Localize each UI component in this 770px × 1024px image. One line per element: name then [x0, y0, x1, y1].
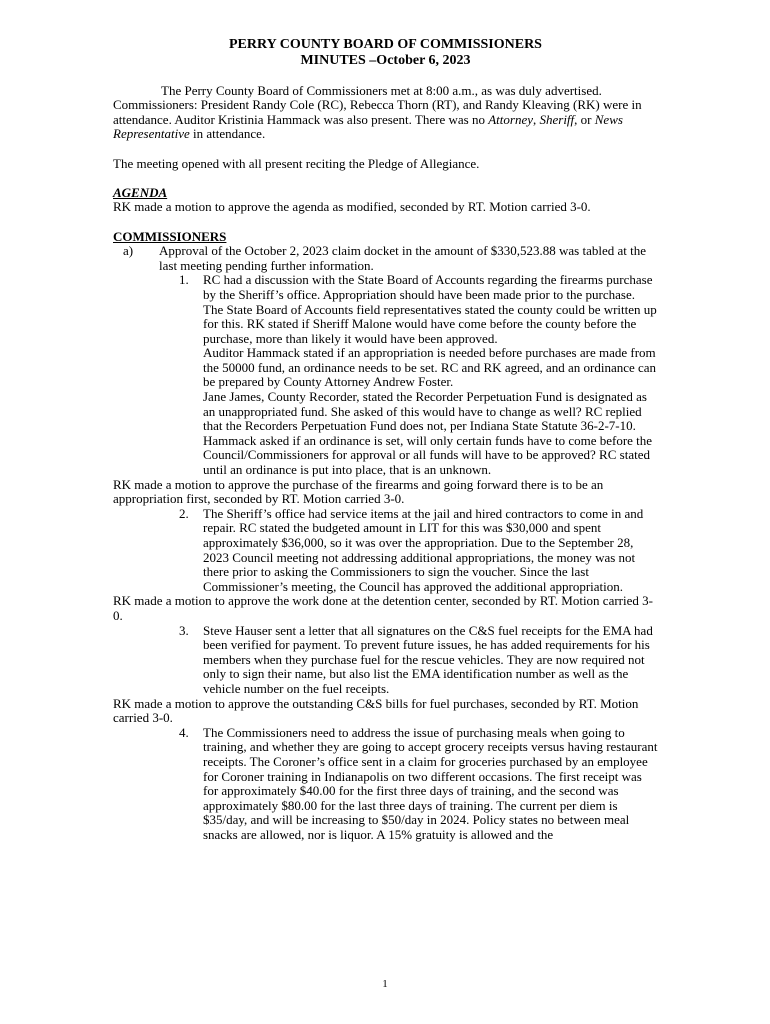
document-subtitle: MINUTES –October 6, 2023 — [300, 53, 471, 68]
document-title: PERRY COUNTY BOARD OF COMMISSIONERS — [229, 37, 542, 52]
sheriff-text: Sheriff — [539, 111, 575, 127]
list-item-text: Approval of the October 2, 2023 claim docket in the amount of $330,523.88 was tabled at the last meeting pending further information. — [159, 243, 647, 273]
commissioners-heading: COMMISSIONERS — [113, 228, 227, 244]
list-item-2 — [113, 507, 658, 595]
list-item-paragraph: Jane James, County Recorder, stated the Recorder Perpetuation Fund is designated as an unappropriated fund. She asked of this would have to change as well? RC replied that the Recorders Perpetuation Fund does not, per Indiana State Statute 36-2-7-10. Hammack asked if an ordinance is set, will only certain funds have to come before the Council/Commissioners for approval or all funds will have to be approved? RC stated until an ordinance is put into place, that is an unknown. — [203, 389, 653, 478]
intro-paragraph — [113, 84, 658, 142]
agenda-heading: AGENDA — [113, 184, 168, 200]
agenda-motion: RK made a motion to approve the agenda as modified, seconded by RT. Motion carried 3-0. — [113, 199, 591, 215]
page-number: 1 — [382, 978, 388, 990]
list-marker: 3. — [179, 622, 189, 638]
list-item-text: The Commissioners need to address the issue of purchasing meals when going to training, and whether they are going to accept grocery receipts versus having restaurant receipts. The Coroner’s office sent in a claim for groceries purchased by an employee for Coroner training in Indianapolis on two different occasions. The first receipt was for approximately $40.00 for the first three days of training, and the second was approximately $80.00 for the last three days of training. The current per diem is $35/day, and will be increasing to $50/day in 2024. Policy states no between meal snacks are allowed, nor is liquor. A 15% gratuity is allowed and the — [203, 724, 658, 842]
list-item-text: RC had a discussion with the State Board of Accounts regarding the firearms purchase by the Sheriff’s office. Appropriation should have been made prior to the purchase. The State Board of Accounts field representatives stated the county could be written up for this. RK stated if Sheriff Malone would have come before the county before the purchase, more than likely it would have been approved. — [203, 272, 657, 346]
list-item-3 — [113, 624, 658, 697]
motion-paragraph: RK made a motion to approve the purchase of the firearms and going forward there is to be an appropriation first, seconded by RT. Motion carried 3-0. — [113, 476, 604, 507]
motion-paragraph: RK made a motion to approve the outstanding C&S bills for fuel purchases, seconded by RT. Motion carried 3-0. — [113, 695, 639, 726]
list-item-text: Steve Hauser sent a letter that all signatures on the C&S fuel receipts for the EMA had been verified for payment. To prevent future issues, he has added requirements for his members when they purchase fuel for the rescue vehicles. They are now required not only to sign their name, but also list the EMA identification number as well as the vehicle number on the fuel receipts. — [203, 622, 653, 696]
list-item-a — [113, 244, 658, 273]
list-marker: 1. — [179, 272, 189, 288]
list-marker: 2. — [179, 505, 189, 521]
intro-text: The Perry County Board of Commissioners met at 8:00 a.m., as was duly advertised. Commissioners: President Randy Cole (RC), Rebecca Thorn (RT), and Randy Kleaving (RK) were in attendance. Auditor Kristinia Hammack was also present. There was no — [113, 82, 642, 127]
motion-paragraph: RK made a motion to approve the work done at the detention center, seconded by RT. Motion carried 3-0. — [113, 593, 653, 623]
intro-end: in attendance. — [189, 126, 266, 142]
separator: , — [532, 111, 540, 127]
list-marker: a) — [123, 243, 134, 259]
attorney-text: Attorney — [488, 111, 533, 127]
news-text: News Representative — [113, 111, 623, 142]
document-content — [113, 37, 658, 842]
pledge-paragraph: The meeting opened with all present reciting the Pledge of Allegiance. — [113, 155, 480, 171]
list-item-4 — [113, 726, 658, 843]
list-item-paragraph: Auditor Hammack stated if an appropriation is needed before purchases are made from the 50000 fund, an ordinance needs to be set. RC and RK agreed, and an ordinance can be prepared by County Attorney Andrew Foster. — [203, 345, 657, 390]
separator: , or — [574, 111, 595, 127]
list-item-text: The Sheriff’s office had service items at the jail and hired contractors to come in and repair. RC stated the budgeted amount in LIT for this was $30,000 and spent approximately $36,000, so it was over the appropriation. Due to the September 28, 2023 Council meeting not addressing additional appropriations, the money was not there prior to asking the Commissioners to sign the voucher. Since the last Commissioner’s meeting, the Council has approved the additional appropriation. — [203, 505, 644, 594]
list-item-1 — [113, 273, 658, 346]
list-marker: 4. — [179, 724, 189, 740]
